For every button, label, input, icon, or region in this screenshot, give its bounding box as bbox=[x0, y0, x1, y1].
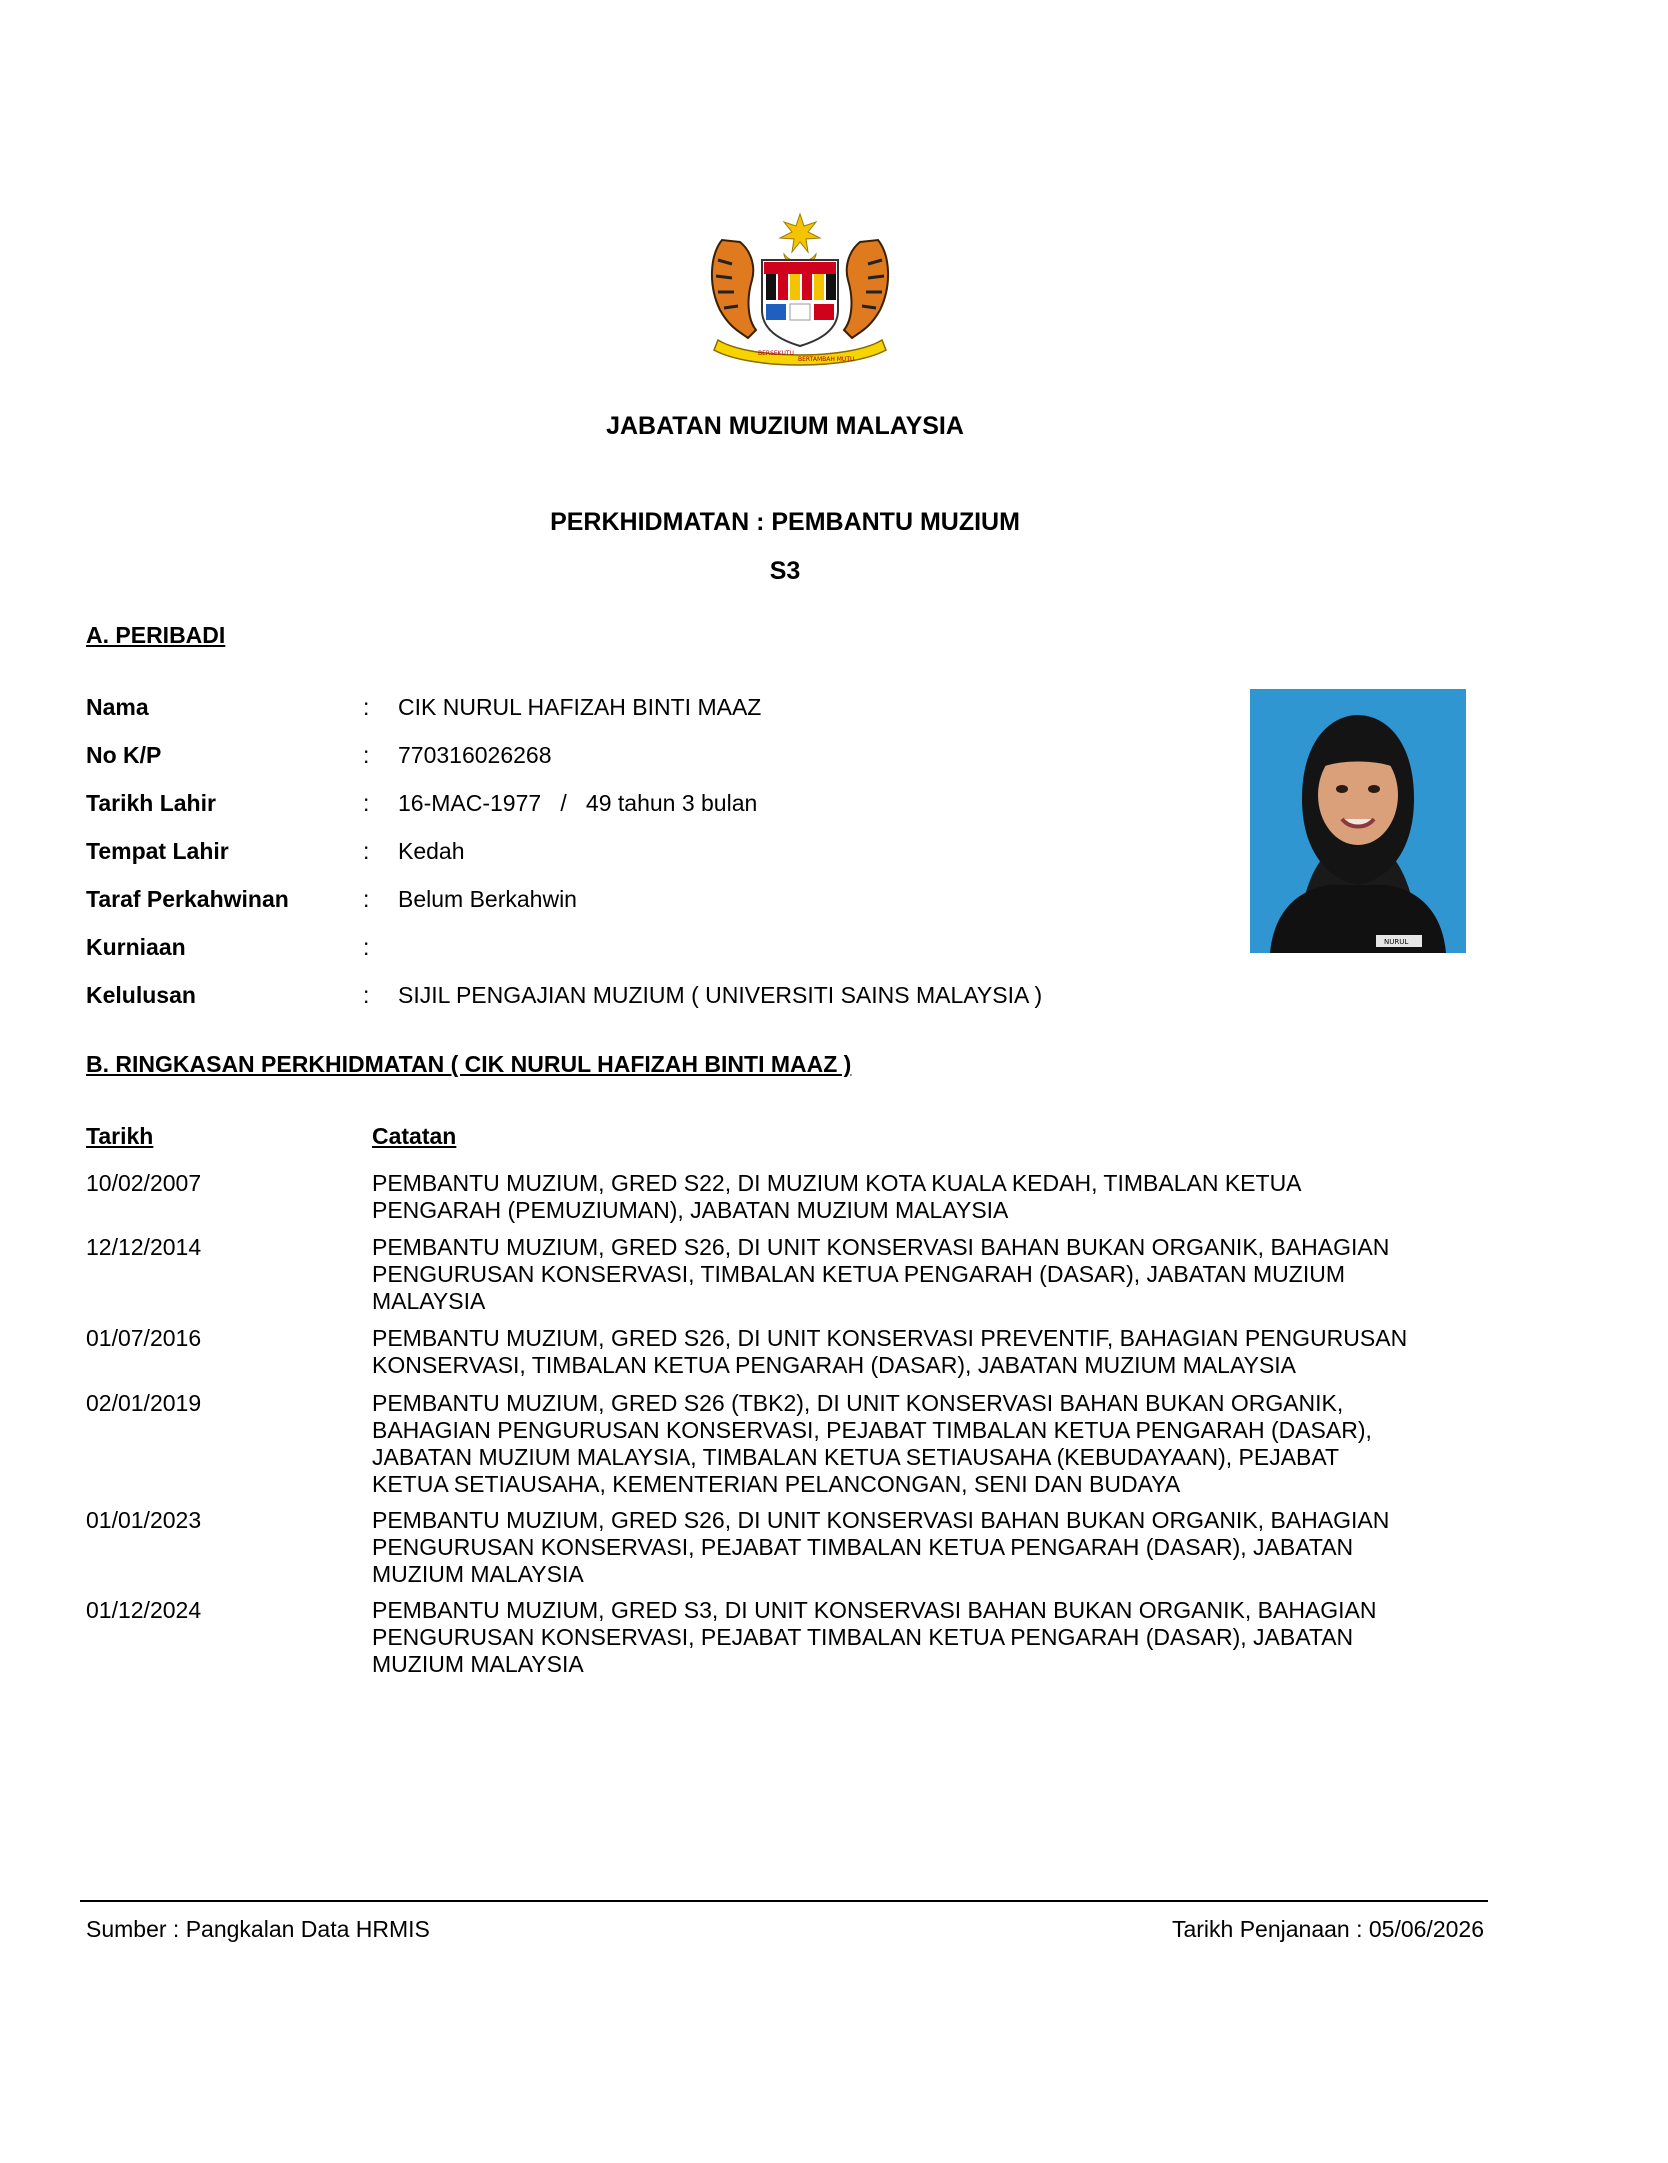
profile-photo bbox=[1250, 689, 1466, 953]
service-note: PEMBANTU MUZIUM, GRED S22, DI MUZIUM KOTA KUALA KEDAH, TIMBALAN KETUA PENGARAH (PEMUZIUMAN), JABATAN MUZIUM MALAYSIA bbox=[372, 1170, 1302, 1223]
label-no-kp: No K/P bbox=[86, 742, 162, 768]
colon: : bbox=[363, 742, 370, 768]
section-a-heading: A. PERIBADI bbox=[86, 622, 226, 648]
svg-text:BERSEKUTU: BERSEKUTU bbox=[758, 350, 794, 357]
label-kurniaan: Kurniaan bbox=[86, 934, 186, 960]
service-note: PEMBANTU MUZIUM, GRED S3, DI UNIT KONSERVASI BAHAN BUKAN ORGANIK, BAHAGIAN PENGURUSAN KONSERVASI, PEJABAT TIMBALAN KETUA PENGARAH (DASAR), JABATAN MUZIUM MALAYSIA bbox=[372, 1597, 1377, 1677]
footer-divider bbox=[80, 1900, 1488, 1902]
service-date: 02/01/2019 bbox=[86, 1390, 202, 1416]
value-nama: CIK NURUL HAFIZAH BINTI MAAZ bbox=[398, 694, 762, 720]
value-no-kp: 770316026268 bbox=[398, 742, 552, 768]
svg-text:BERTAMBAH MUTU: BERTAMBAH MUTU bbox=[798, 356, 855, 363]
footer-source: Sumber : Pangkalan Data HRMIS bbox=[86, 1916, 430, 1942]
label-taraf-perkahwinan: Taraf Perkahwinan bbox=[86, 886, 289, 912]
service-date: 01/07/2016 bbox=[86, 1325, 202, 1351]
label-tempat-lahir: Tempat Lahir bbox=[86, 838, 229, 864]
service-date: 10/02/2007 bbox=[86, 1170, 202, 1196]
colon: : bbox=[363, 982, 370, 1008]
column-header-tarikh: Tarikh bbox=[86, 1123, 154, 1149]
svg-text:NURUL: NURUL bbox=[1384, 938, 1409, 946]
label-kelulusan: Kelulusan bbox=[86, 982, 196, 1008]
colon: : bbox=[363, 838, 370, 864]
organization-title: JABATAN MUZIUM MALAYSIA bbox=[606, 412, 964, 440]
colon: : bbox=[363, 934, 370, 960]
column-header-catatan: Catatan bbox=[372, 1123, 457, 1149]
value-tempat-lahir: Kedah bbox=[398, 838, 465, 864]
section-b-heading: B. RINGKASAN PERKHIDMATAN ( CIK NURUL HAFIZAH BINTI MAAZ ) bbox=[86, 1051, 852, 1077]
service-note: PEMBANTU MUZIUM, GRED S26 (TBK2), DI UNIT KONSERVASI BAHAN BUKAN ORGANIK, BAHAGIAN PENGURUSAN KONSERVASI, PEJABAT TIMBALAN KETUA PENGARAH (DASAR), JABATAN MUZIUM MALAYSIA, TIMBALAN KETUA SETIAUSAHA (KEBUDAYAAN), PEJABAT KETUA SETIAUSAHA, KEMENTERIAN PELANCONGAN, SENI DAN BUDAYA bbox=[372, 1390, 1372, 1497]
coat-of-arms-crest bbox=[700, 210, 900, 370]
value-tarikh-lahir: 16-MAC-1977 / 49 tahun 3 bulan bbox=[398, 790, 758, 816]
colon: : bbox=[363, 790, 370, 816]
service-note: PEMBANTU MUZIUM, GRED S26, DI UNIT KONSERVASI PREVENTIF, BAHAGIAN PENGURUSAN KONSERVASI, TIMBALAN KETUA PENGARAH (DASAR), JABATAN MUZIUM MALAYSIA bbox=[372, 1325, 1408, 1378]
service-title: PERKHIDMATAN : PEMBANTU MUZIUM bbox=[550, 508, 1020, 536]
service-note: PEMBANTU MUZIUM, GRED S26, DI UNIT KONSERVASI BAHAN BUKAN ORGANIK, BAHAGIAN PENGURUSAN KONSERVASI, PEJABAT TIMBALAN KETUA PENGARAH (DASAR), JABATAN MUZIUM MALAYSIA bbox=[372, 1507, 1390, 1587]
value-kelulusan: SIJIL PENGAJIAN MUZIUM ( UNIVERSITI SAINS MALAYSIA ) bbox=[398, 982, 1043, 1008]
value-taraf-perkahwinan: Belum Berkahwin bbox=[398, 886, 577, 912]
service-date: 01/12/2024 bbox=[86, 1597, 202, 1623]
service-note: PEMBANTU MUZIUM, GRED S26, DI UNIT KONSERVASI BAHAN BUKAN ORGANIK, BAHAGIAN PENGURUSAN KONSERVASI, TIMBALAN KETUA PENGARAH (DASAR), JABATAN MUZIUM MALAYSIA bbox=[372, 1234, 1390, 1314]
grade-title: S3 bbox=[769, 557, 801, 585]
label-tarikh-lahir: Tarikh Lahir bbox=[86, 790, 216, 816]
colon: : bbox=[363, 694, 370, 720]
service-date: 12/12/2014 bbox=[86, 1234, 202, 1260]
colon: : bbox=[363, 886, 370, 912]
footer-generated-date: Tarikh Penjanaan : 05/06/2026 bbox=[1171, 1916, 1484, 1942]
label-nama: Nama bbox=[86, 694, 149, 720]
service-date: 01/01/2023 bbox=[86, 1507, 202, 1533]
